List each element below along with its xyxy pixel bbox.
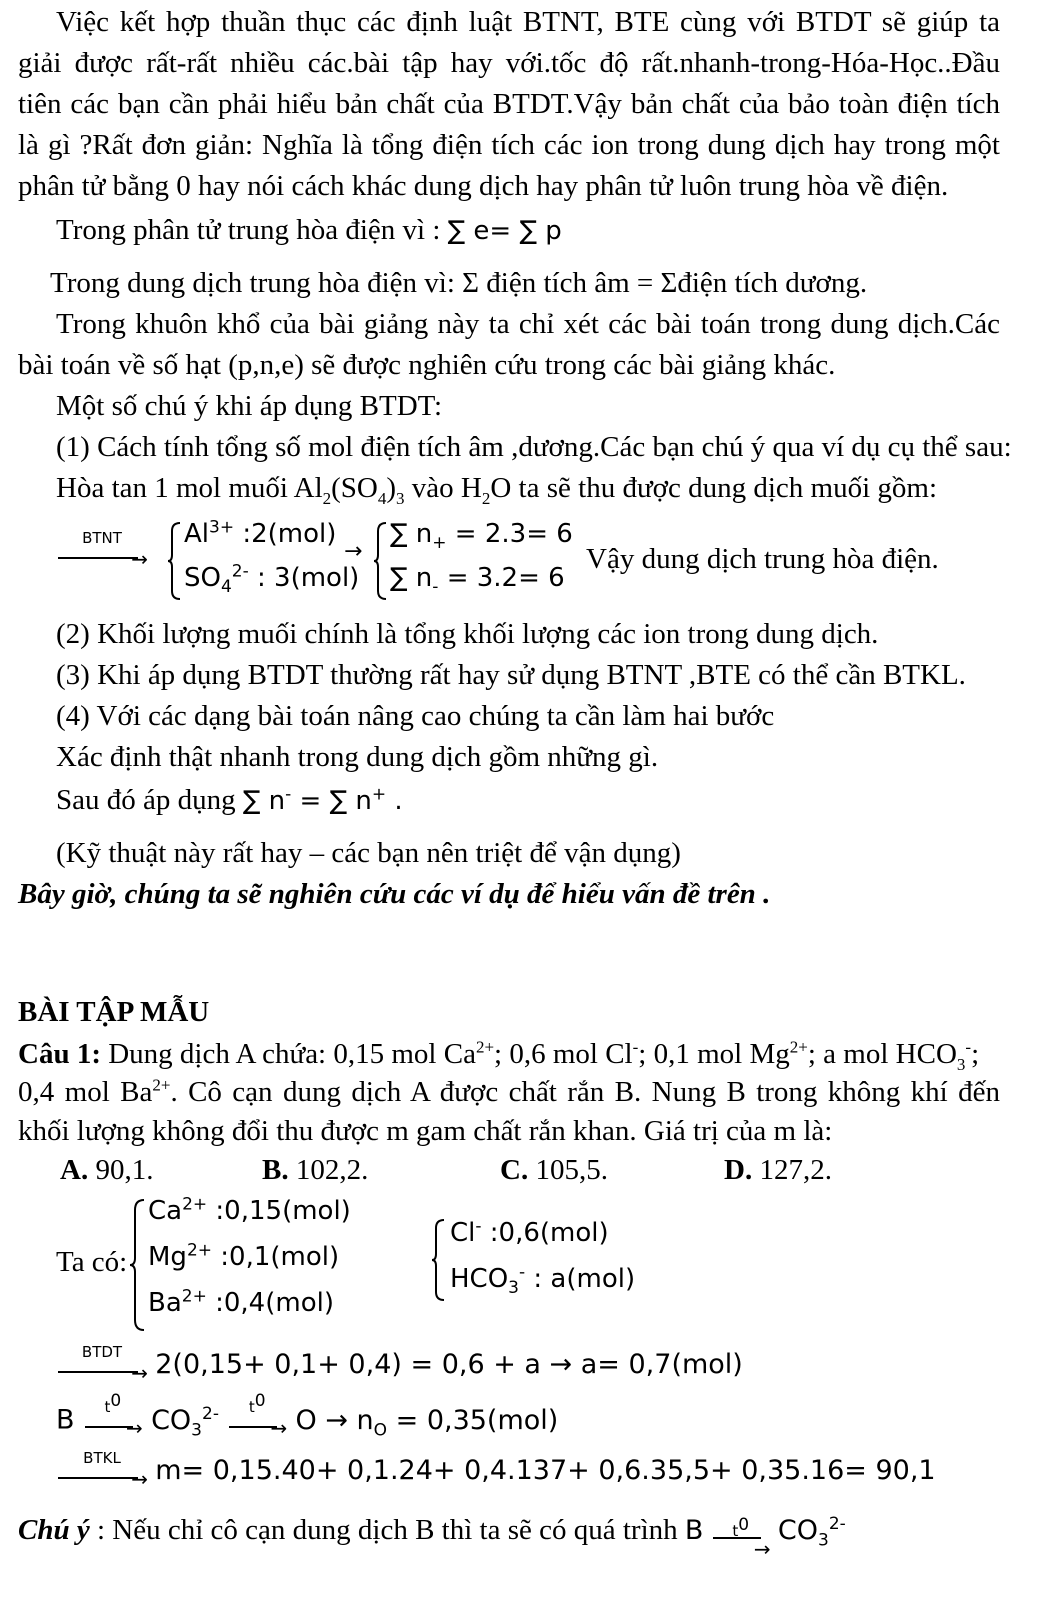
note-co-sub: 3 (818, 1530, 829, 1551)
solution-systems (56, 1192, 1016, 1342)
scope-line-2: bài toán về số hạt (p,n,e) sẽ được nghiên cứu trong các bài giảng khác. (18, 349, 836, 381)
anion-cl-symbol: Cl (450, 1218, 476, 1248)
sum-negative-var: n (415, 563, 433, 593)
option-b[interactable] (262, 1152, 368, 1188)
note-heat-arrow-sup: 0 (738, 1515, 750, 1536)
sum-n-plus-text: = ∑ n (291, 786, 372, 816)
option-b-value: 102,2. (288, 1154, 369, 1186)
heat-arrow-1-label (83, 1391, 143, 1416)
step-heating-o-rest: = 0,35(mol) (387, 1404, 559, 1436)
cation-row-ba (148, 1288, 334, 1318)
note-heat-arrow: $t^0$ → (711, 1515, 771, 1549)
btnt-arrow: BTNT → (56, 535, 148, 569)
dissolve-line (56, 470, 937, 506)
step-heating-co3 (151, 1403, 219, 1440)
sum-positive-calc: = 2.3= 6 (454, 519, 573, 549)
neutral-molecule-line (56, 212, 562, 249)
step-heating-co: CO (151, 1404, 192, 1436)
so4-sub: 4 (220, 577, 232, 598)
note-4-step-1: Xác định thật nhanh trong dung dịch gồm những gì. (56, 741, 659, 773)
note-text: : Nếu chỉ cô cạn dung dịch B thì ta sẽ có quá trình (89, 1514, 678, 1546)
option-d-letter: D. (724, 1154, 753, 1186)
cation-row-ca (148, 1196, 351, 1226)
example-system (56, 515, 1016, 607)
sum-n-minus-text: ∑ n (242, 786, 286, 816)
al-ion-row (184, 519, 336, 549)
sum-positive-row: ∑ $n_+ = 2.3= 6$ (390, 519, 573, 554)
transition-sentence: Bây giờ, chúng ta sẽ nghiên cứu các ví dụ để hiểu vấn đề trên . (18, 878, 771, 910)
anion-hco3-charge: - (519, 1262, 526, 1283)
option-d[interactable] (724, 1152, 832, 1188)
mg-charge: 2+ (789, 1037, 808, 1057)
option-c-value: 105,5. (528, 1154, 608, 1186)
q-ba: 0,4 mol Ba (18, 1076, 153, 1108)
h2o-subscript: 2 (481, 488, 491, 508)
btkl-arrow-label: BTKL (83, 1449, 121, 1468)
dissolve-text-i: O ta sẽ thu được dung dịch muối gồm: (490, 472, 938, 504)
heat-arrow-2-t: t (248, 1398, 255, 1416)
btdt-arrow-label: BTDT (81, 1343, 123, 1362)
anion-cl-amount: :0,6(mol) (481, 1218, 609, 1248)
cations-brace-icon (130, 1198, 146, 1332)
q-l2-rest: . Cô cạn dung dịch A được chất rắn B. Nung B trong không khí đến (170, 1076, 1000, 1108)
note-co-sup: 2- (828, 1514, 846, 1534)
so4-ion-row (184, 561, 360, 598)
step-heating-b: B (56, 1404, 75, 1436)
option-c-letter: C. (500, 1154, 529, 1186)
heat-arrow-2-label (227, 1391, 287, 1416)
q-hco3: ; a mol HCO (807, 1038, 957, 1070)
so4-subscript: 4 (377, 488, 387, 508)
implies-arrow: → (344, 539, 363, 564)
cation-ba-charge: 2+ (181, 1286, 207, 1307)
step-btdt-equation: 2(0,15+ 0,1+ 0,4) = 0,6 + a → a= 0,7(mol) (155, 1349, 743, 1380)
heat-arrow-1-sup: 0 (110, 1391, 122, 1411)
note-4-step-2 (56, 782, 403, 819)
question-line-3: khối lượng không đổi thu được m gam chất rắn khan. Giá trị của m là: (18, 1115, 833, 1147)
btdt-arrow: BTDT → (56, 1349, 148, 1383)
intro-line-1: Việc kết hợp thuần thục các định luật BTNT, BTE cùng với BTDT sẽ giúp ta (56, 6, 1000, 38)
ca-charge: 2+ (475, 1037, 495, 1057)
step-heating-co-sub: 3 (191, 1419, 202, 1440)
cation-mg-amount: :0,1(mol) (212, 1242, 340, 1272)
notes-heading: Một số chú ý khi áp dụng BTDT: (56, 390, 443, 422)
cation-row-mg (148, 1242, 339, 1272)
ba-charge: 2+ (152, 1075, 171, 1095)
option-c[interactable] (500, 1152, 608, 1188)
sum-n-minus: ∑ n- (242, 784, 292, 816)
cation-ba-symbol: Ba (148, 1288, 182, 1318)
option-a-letter: A. (60, 1154, 89, 1186)
anion-hco3-sub: 3 (508, 1278, 519, 1299)
btkl-arrow: BTKL → (56, 1455, 148, 1489)
cation-ca-symbol: Ca (148, 1196, 183, 1226)
cation-ca-amount: :0,15(mol) (207, 1196, 351, 1226)
step-heating-co-sup: 2- (202, 1403, 219, 1424)
scope-line-1: Trong khuôn khổ của bài giảng này ta chỉ xét các bài toán trong dung dịch.Các (56, 308, 1000, 340)
left-brace-icon (168, 521, 182, 601)
hco3-sub: 3 (956, 1054, 966, 1074)
btnt-arrow-label: BTNT (82, 529, 122, 547)
sum-negative-sub: - (432, 577, 439, 598)
anions-brace-icon (432, 1218, 446, 1302)
so4-ion: SO (184, 563, 221, 593)
q-cl: ; 0,6 mol Cl (494, 1038, 633, 1070)
step-heating (56, 1391, 559, 1444)
intro-line-5: phân tử bằng 0 hay nói cách khác dung dịch hay phân tử luôn trung hòa về điện. (18, 170, 949, 202)
q-mg: ; 0,1 mol Mg (638, 1038, 790, 1070)
option-a-value: 90,1. (88, 1154, 154, 1186)
note-1: (1) Cách tính tổng số mol điện tích âm ,dương.Các bạn chú ý qua ví dụ cụ thể sau: (56, 431, 1012, 463)
question-line-2 (18, 1074, 1000, 1110)
note-2: (2) Khối lượng muối chính là tổng khối lượng các ion trong dung dịch. (56, 618, 879, 650)
cation-mg-symbol: Mg (148, 1242, 187, 1272)
cation-mg-charge: 2+ (186, 1240, 212, 1261)
heat-arrow-2: $t^0$ → (227, 1404, 287, 1438)
intro-line-4: là gì ?Rất đơn giản: Nghĩa là tổng điện tích các ion trong dung dịch hay trong một (18, 129, 1000, 161)
question-text-start: Dung dịch A chứa: 0,15 mol Ca (100, 1038, 476, 1070)
anion-row-hco3 (450, 1262, 636, 1299)
intro-line-2: giải được rất-rất nhiều các.bài tập hay với.tốc độ rất.nhanh-trong-Hóa-Học..Đầu (18, 47, 1000, 79)
option-a[interactable] (60, 1152, 153, 1188)
so4-count-subscript: 3 (396, 488, 405, 508)
so4-amount: : 3(mol) (257, 563, 360, 593)
al-charge: 3+ (209, 517, 235, 538)
anion-hco3-symbol: HCO (450, 1264, 509, 1294)
neutral-conclusion: Vậy dung dịch trung hòa điện. (586, 543, 939, 575)
note-line (18, 1508, 846, 1562)
cl-charge: - (632, 1037, 639, 1057)
cation-ba-amount: :0,4(mol) (206, 1288, 334, 1318)
option-b-letter: B. (262, 1154, 289, 1186)
so4-charge: 2- (231, 561, 249, 582)
question-line-1 (18, 1036, 979, 1072)
step-btkl (56, 1449, 936, 1494)
anion-hco3-amount: : a(mol) (525, 1264, 636, 1294)
note-heat-arrow-t: t (732, 1522, 739, 1541)
dissolve-text-c: (SO (331, 472, 378, 504)
al-subscript: 2 (322, 488, 332, 508)
note-label: Chú ý (18, 1514, 90, 1546)
note-4-step-2-text: Sau đó áp dụng (56, 784, 236, 816)
note-co: CO (777, 1515, 819, 1546)
sum-positive-sub: + (432, 533, 447, 554)
option-d-value: 127,2. (752, 1154, 832, 1186)
intro-line-3: tiên các bạn cần phải hiểu bản chất của BTDT.Vậy bản chất của bảo toàn điện tích (18, 88, 1000, 120)
note-4: (4) Với các dạng bài toán nâng cao chúng ta cần làm hai bước (56, 700, 775, 732)
dissolve-text-e: ) (386, 472, 397, 504)
technique-note: (Kỹ thuật này rất hay – các bạn nên triệt để vận dụng) (56, 837, 681, 869)
sum-positive-var: n (415, 519, 433, 549)
step-heating-o-sub: O (373, 1419, 388, 1440)
note-b: B (684, 1515, 704, 1546)
note-3: (3) Khi áp dụng BTDT thường rất hay sử dụng BTNT ,BTE có thể cần BTKL. (56, 659, 966, 691)
note-co3 (777, 1514, 846, 1551)
neutral-molecule-text: Trong phân tử trung hòa điện vì : (56, 214, 441, 246)
section-heading: BÀI TẬP MẪU (18, 996, 210, 1028)
step-heating-o: O → n (295, 1404, 374, 1436)
anion-cl-charge: - (475, 1216, 482, 1237)
anion-row-cl (450, 1218, 609, 1248)
step-heating-result (295, 1404, 559, 1440)
al-ion: Al (184, 519, 210, 549)
sum-e-equals-sum-p-formula: ∑ e= ∑ p (447, 216, 562, 246)
heat-arrow-1: $t^0$ → (83, 1404, 143, 1438)
step-btdt (56, 1343, 743, 1388)
hco3-charge: - (965, 1037, 972, 1057)
neutral-solution-line: Trong dung dịch trung hòa điện vì: Σ điện tích âm = Σđiện tích dương. (50, 267, 868, 299)
sum-n-plus: = ∑ n+ . (291, 784, 403, 816)
sum-negative-row: ∑ $n_- = 3.2= 6$ (390, 563, 565, 598)
cation-ca-charge: 2+ (182, 1194, 208, 1215)
sum-negative-calc: = 3.2= 6 (446, 563, 565, 593)
ta-co-label: Ta có: (56, 1246, 128, 1278)
right-brace-icon (374, 521, 388, 601)
q-semicolon: ; (971, 1038, 980, 1070)
heat-arrow-2-sup: 0 (254, 1391, 266, 1411)
dissolve-text-g: vào H (404, 472, 482, 504)
step-btkl-equation: m= 0,15.40+ 0,1.24+ 0,4.137+ 0,6.35,5+ 0,35.16= 90,1 (155, 1455, 936, 1486)
dissolve-text-a: Hòa tan 1 mol muối Al (56, 472, 323, 504)
question-label: Câu 1: (18, 1038, 101, 1070)
al-amount: :2(mol) (242, 519, 337, 549)
heat-arrow-1-t: t (104, 1398, 111, 1416)
